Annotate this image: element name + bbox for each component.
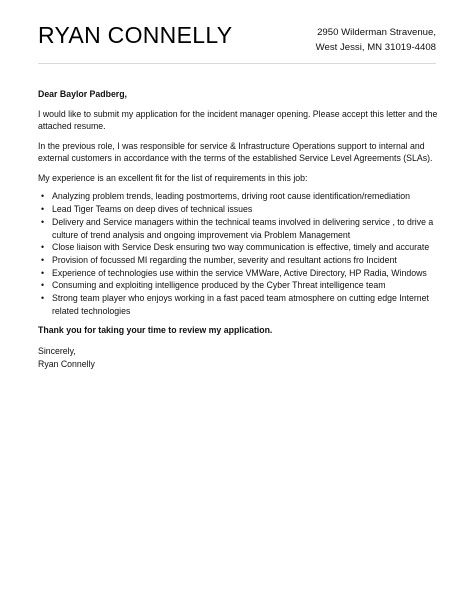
bullet-icon: • xyxy=(41,191,45,202)
intro-paragraph: I would like to submit my application for the incident manager opening. Please accept this letter and the attached resume. xyxy=(38,108,438,132)
requirement-text: Experience of technologies use within the service VMWare, Active Directory, HP Radia, Windows xyxy=(52,267,427,278)
header-divider xyxy=(38,63,436,64)
list-item xyxy=(38,203,438,216)
list-item xyxy=(38,241,438,254)
signoff-text: Sincerely, xyxy=(38,346,76,357)
signoff-block xyxy=(38,345,438,370)
list-item xyxy=(38,254,438,267)
bullet-icon: • xyxy=(41,293,45,304)
address-line-2: West Jessi, MN 31019-4408 xyxy=(315,42,436,53)
signature-name: Ryan Connelly xyxy=(38,358,95,369)
bullet-icon: • xyxy=(41,204,45,215)
requirements-list xyxy=(38,190,438,317)
applicant-address xyxy=(316,25,436,55)
list-item xyxy=(38,292,438,317)
requirement-text: Close liaison with Service Desk ensuring two way communication is effective, timely and accurate xyxy=(52,242,430,253)
bullet-icon: • xyxy=(41,254,45,265)
salutation: Dear Baylor Padberg, xyxy=(38,89,127,99)
bullet-icon: • xyxy=(41,242,45,253)
requirement-text: Lead Tiger Teams on deep dives of technical issues xyxy=(52,204,253,215)
list-item xyxy=(38,267,438,280)
list-item xyxy=(38,190,438,203)
experience-paragraph: In the previous role, I was responsible for service & Infrastructure Operations support to internal and external customers in accordance with the terms of the established Service Level Agreements (SLAs). xyxy=(38,140,433,164)
closing-line: Thank you for taking your time to review my application. xyxy=(38,325,273,336)
letter-body xyxy=(38,88,438,371)
address-line-1: 2950 Wilderman Stravenue, xyxy=(317,27,436,38)
applicant-name: RYAN CONNELLY xyxy=(38,22,233,48)
bullet-icon: • xyxy=(41,216,45,227)
list-item xyxy=(38,279,438,292)
requirement-text: Analyzing problem trends, leading postmortems, driving root cause identification/remediation xyxy=(52,191,410,202)
bullet-icon: • xyxy=(41,267,45,278)
requirement-text: Provision of focussed MI regarding the number, severity and resultant actions fro Incident xyxy=(52,254,397,265)
requirements-intro: My experience is an excellent fit for the list of requirements in this job: xyxy=(38,172,308,183)
requirement-text: Delivery and Service managers within the technical teams involved in delivering service , to drive a culture of trend analysis and ongoing improvement via Problem Management xyxy=(52,216,434,240)
requirement-text: Consuming and exploiting intelligence produced by the Cyber Threat intelligence team xyxy=(52,280,386,291)
bullet-icon: • xyxy=(41,280,45,291)
requirement-text: Strong team player who enjoys working in a fast paced team atmosphere on cutting edge Internet related technologies xyxy=(52,293,429,316)
list-item xyxy=(38,216,438,241)
